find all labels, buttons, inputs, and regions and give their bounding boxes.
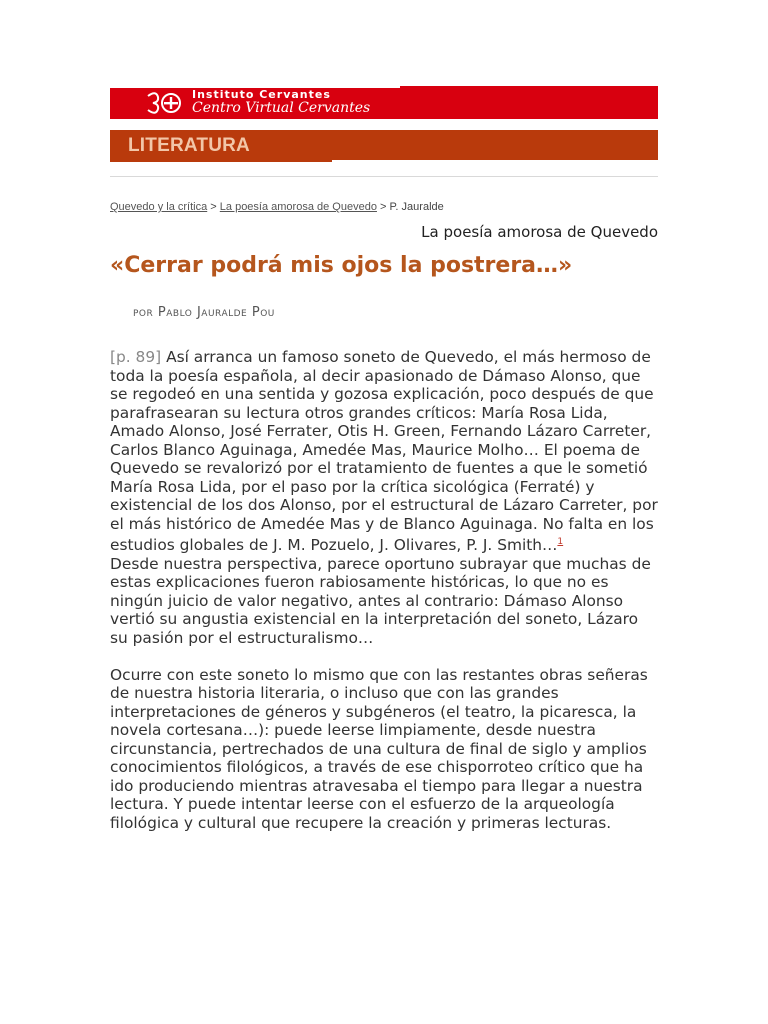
brand-subtitle: Centro Virtual Cervantes (192, 100, 371, 116)
breadcrumb-separator: > (380, 201, 387, 213)
paragraph-1-text: Así arranca un famoso soneto de Quevedo, el más hermoso de toda la poesía española, al decir apasionado de Dámaso Alonso, que se regodeó en una sentida y gozosa explicación, poco después de que parafrasearan su lectura otros grandes críticos: María Rosa Lida, Amado Alonso, José Ferrater, Otis H. Green, Fernando Lázaro Carreter, Carlos Blanco Aguinaga, Amedée Mas, Maurice Molho… El poema de Quevedo se revalorizó por el tratamiento de fuentes a que le sometió María Rosa Lida, por el paso por la crítica sicológica (Ferraté) y existencial de los dos Alonso, por el estructural de Lázaro Carreter, por el más histórico de Amedée Mas y de Blanco Aguinaga. No falta en los estudios globales de J. M. Pozuelo, J. Olivares, P. J. Smith… (110, 348, 658, 555)
footnote-link[interactable]: 1 (557, 537, 564, 547)
breadcrumb (110, 201, 444, 213)
horizontal-rule (110, 176, 658, 177)
breadcrumb-current: P. Jauralde (389, 201, 444, 213)
breadcrumb-link-quevedo-critica[interactable]: Quevedo y la crítica (110, 201, 208, 213)
breadcrumb-separator: > (210, 201, 217, 213)
paragraph-1 (110, 348, 658, 555)
paragraph-3: Ocurre con este soneto lo mismo que con las restantes obras señeras de nuestra historia literaria, o incluso que con las grandes interpretaciones de géneros y subgéneros (el teatro, la picaresca, la novela cortesana…): puede leerse limpiamente, desde nuestra circunstancia, pertrechados de una cultura de final de siglo y amplios conocimientos filológicos, a través de ese chisporroteo crítico que ha ido produciendo mientras atravesaba el tiempo para llegar a nuestra lectura. Y puede intentar leerse con el esfuerzo de la arqueología filológica y cultural que recupere la creación y primeras lecturas. (110, 665, 648, 832)
article-subtitle: La poesía amorosa de Quevedo (421, 223, 658, 241)
section-divider (332, 160, 658, 162)
article-title: «Cerrar podrá mis ojos la postrera…» (110, 253, 573, 278)
section-title: LITERATURA (128, 135, 250, 156)
instituto-cervantes-logo-icon (144, 88, 184, 118)
brand-name: Instituto Cervantes (192, 88, 331, 101)
article-author: por Pablo Jauralde Pou (133, 305, 275, 320)
breadcrumb-link-poesia-amorosa[interactable]: La poesía amorosa de Quevedo (219, 201, 377, 213)
page-reference: [p. 89] (110, 348, 162, 366)
article-body (110, 348, 658, 832)
cervantes-banner[interactable] (110, 86, 658, 119)
section-header (110, 130, 658, 162)
paragraph-2: Desde nuestra perspectiva, parece oportuno subrayar que muchas de estas explicaciones fueron rabiosamente históricas, lo que no es ningún juicio de valor negativo, antes al contrario: Dámaso Alonso vertió su angustia existencial en la interpretación del soneto, Lázaro su pasión por el estructuralismo… (110, 554, 651, 647)
